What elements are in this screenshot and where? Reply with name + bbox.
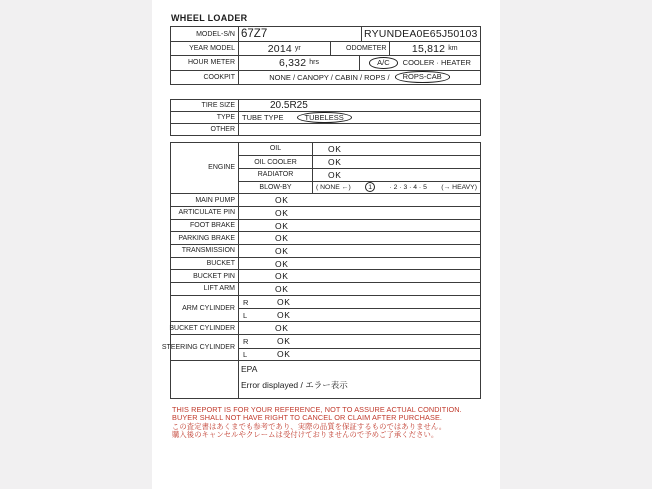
arm-cylinder-r-row <box>239 296 480 309</box>
tire-size-label: TIRE SIZE <box>201 102 235 110</box>
steering-cylinder-l-value: OK <box>277 349 291 360</box>
disclaimer-line: 購入後のキャンセルやクレームは受付けておりませんので予めご了承ください。 <box>172 429 439 439</box>
page-title: WHEEL LOADER <box>171 13 248 23</box>
table-row <box>171 100 480 112</box>
table-row <box>239 143 480 156</box>
oil-cooler-label: OIL COOLER <box>254 158 297 166</box>
table-row <box>171 55 480 69</box>
parking-brake-label: PARKING BRAKE <box>178 234 235 242</box>
ac-selected-ellipse: A/C <box>369 57 398 69</box>
lift-arm-value: OK <box>238 283 480 295</box>
tire-type-label: TYPE <box>216 114 235 122</box>
table-row <box>171 257 480 270</box>
disclaimer-line: BUYER SHALL NOT HAVE RIGHT TO CANCEL OR CLAIM AFTER PURCHASE. <box>172 413 443 423</box>
engine-section <box>171 143 480 194</box>
table-row <box>171 244 480 257</box>
side-l-label: L <box>243 349 248 359</box>
bucket-pin-value: OK <box>238 270 480 282</box>
blowby-scale <box>312 182 480 194</box>
parking-brake-value: OK <box>238 232 480 244</box>
blowby-heavy-text: (→ HEAVY) <box>441 183 477 191</box>
articulate-pin-label: ARTICULATE PIN <box>178 209 235 217</box>
odometer-value: 15,812 <box>411 42 446 55</box>
engine-label: ENGINE <box>208 164 235 172</box>
table-row <box>171 111 480 123</box>
blowby-scale-numbers: · 2 · 3 · 4 · 5 <box>389 183 427 191</box>
table-row <box>239 361 480 398</box>
tire-type-cell <box>238 112 480 123</box>
year-model-value <box>238 42 330 55</box>
side-r-label: R <box>243 336 249 346</box>
bucket-label: BUCKET <box>206 260 235 268</box>
hour-meter-cell <box>238 56 359 69</box>
inspection-sheet <box>152 0 500 489</box>
foot-brake-label: FOOT BRAKE <box>190 222 235 229</box>
odometer-cell <box>389 42 481 55</box>
table-row <box>171 282 480 295</box>
table-row <box>171 193 480 206</box>
engine-oil-value: OK <box>312 143 480 156</box>
year-model-label: YEAR MODEL <box>189 45 235 53</box>
bucket-pin-label: BUCKET PIN <box>193 272 235 280</box>
bucket-value: OK <box>238 258 480 270</box>
disclaimer-line: THIS REPORT IS FOR YOUR REFERENCE, NOT TO ASSURE ACTUAL CONDITION. <box>172 405 462 415</box>
hour-value: 6,332 <box>278 56 307 69</box>
year-value: 2014 <box>267 42 292 55</box>
model-label: MODEL-S/N <box>196 30 235 38</box>
main-pump-label: MAIN PUMP <box>195 196 235 204</box>
table-row <box>171 321 480 334</box>
tire-table <box>170 99 481 136</box>
arm-cylinder-l-row <box>239 309 480 321</box>
inspection-table <box>161 142 481 400</box>
epa-title: EPA <box>241 364 258 375</box>
transmission-label: TRANSMISSION <box>181 247 235 255</box>
table-row <box>171 123 480 135</box>
engine-oil-label: OIL <box>269 145 282 153</box>
model-value: 67Z7 <box>238 27 361 41</box>
table-row <box>171 70 480 84</box>
disclaimer-line: この査定書はあくまでも参考であり、実際の品質を保証するものではありません。 <box>172 421 447 431</box>
arm-cylinder-l-value: OK <box>277 310 291 321</box>
articulate-pin-value: OK <box>238 207 480 219</box>
table-row <box>171 206 480 219</box>
blowby-none-text: ( NONE ←) <box>316 183 351 191</box>
other-value <box>238 124 480 135</box>
table-row <box>239 308 480 321</box>
hour-unit: hrs <box>309 59 319 67</box>
table-row <box>239 335 480 348</box>
odometer-unit: km <box>448 45 458 53</box>
table-row <box>171 269 480 282</box>
steering-cylinder-l-row <box>239 349 480 361</box>
table-row <box>239 296 480 309</box>
hour-meter-label: HOUR METER <box>187 59 235 67</box>
table-row <box>171 219 480 232</box>
steering-cylinder-label: STEERING CYLINDER <box>161 344 235 352</box>
cockpit-label: COOKPIT <box>203 73 235 81</box>
climate-cell <box>359 56 480 69</box>
steering-cylinder-r-row <box>239 335 480 348</box>
epa-cell <box>239 361 480 398</box>
blowby-selected-circle: 1 <box>365 182 375 192</box>
arm-cylinder-label: ARM CYLINDER <box>182 304 235 312</box>
radiator-label: RADIATOR <box>257 171 294 179</box>
bucket-cylinder-value: OK <box>238 322 480 334</box>
table-row <box>239 168 480 181</box>
table-row <box>171 27 480 41</box>
table-row <box>171 41 480 55</box>
machine-info-table <box>170 26 481 85</box>
foot-brake-value: OK <box>238 220 480 232</box>
tire-size-value: 20.5R25 <box>238 100 480 112</box>
lift-arm-label: LIFT ARM <box>203 285 235 293</box>
tube-type-text: TUBE TYPE <box>242 113 284 123</box>
side-l-label: L <box>243 310 248 320</box>
blowby-label: BLOW-BY <box>259 183 292 191</box>
arm-cylinder-r-value: OK <box>277 297 291 308</box>
table-row <box>239 155 480 168</box>
cockpit-options: NONE / CANOPY / CABIN / ROPS / <box>269 72 390 82</box>
steering-cylinder-r-value: OK <box>277 336 291 347</box>
radiator-value: OK <box>312 169 480 181</box>
year-unit: yr <box>294 45 301 53</box>
epa-error-text: Error displayed / エラー表示 <box>241 380 348 391</box>
other-label: OTHER <box>210 125 235 133</box>
tubeless-selected-ellipse: TUBELESS <box>297 112 352 124</box>
table-row <box>239 181 480 194</box>
transmission-value: OK <box>238 245 480 257</box>
climate-options: COOLER · HEATER <box>402 58 471 68</box>
disclaimer-block <box>172 406 500 439</box>
side-r-label: R <box>243 297 249 307</box>
steering-cylinder-section <box>161 334 480 360</box>
odometer-label: ODOMETER <box>330 42 389 55</box>
epa-empty-label <box>171 361 238 398</box>
bucket-cylinder-label: BUCKET CYLINDER <box>169 324 235 332</box>
oil-cooler-value: OK <box>312 156 480 168</box>
table-row <box>239 348 480 361</box>
ropscab-selected-ellipse: ROPS-CAB <box>395 71 450 83</box>
serial-value: RYUNDEA0E65J50103 <box>361 27 480 41</box>
cockpit-cell <box>238 71 480 84</box>
main-pump-value: OK <box>238 194 480 206</box>
epa-section <box>171 360 480 398</box>
table-row <box>171 231 480 244</box>
arm-cylinder-section <box>171 295 480 321</box>
